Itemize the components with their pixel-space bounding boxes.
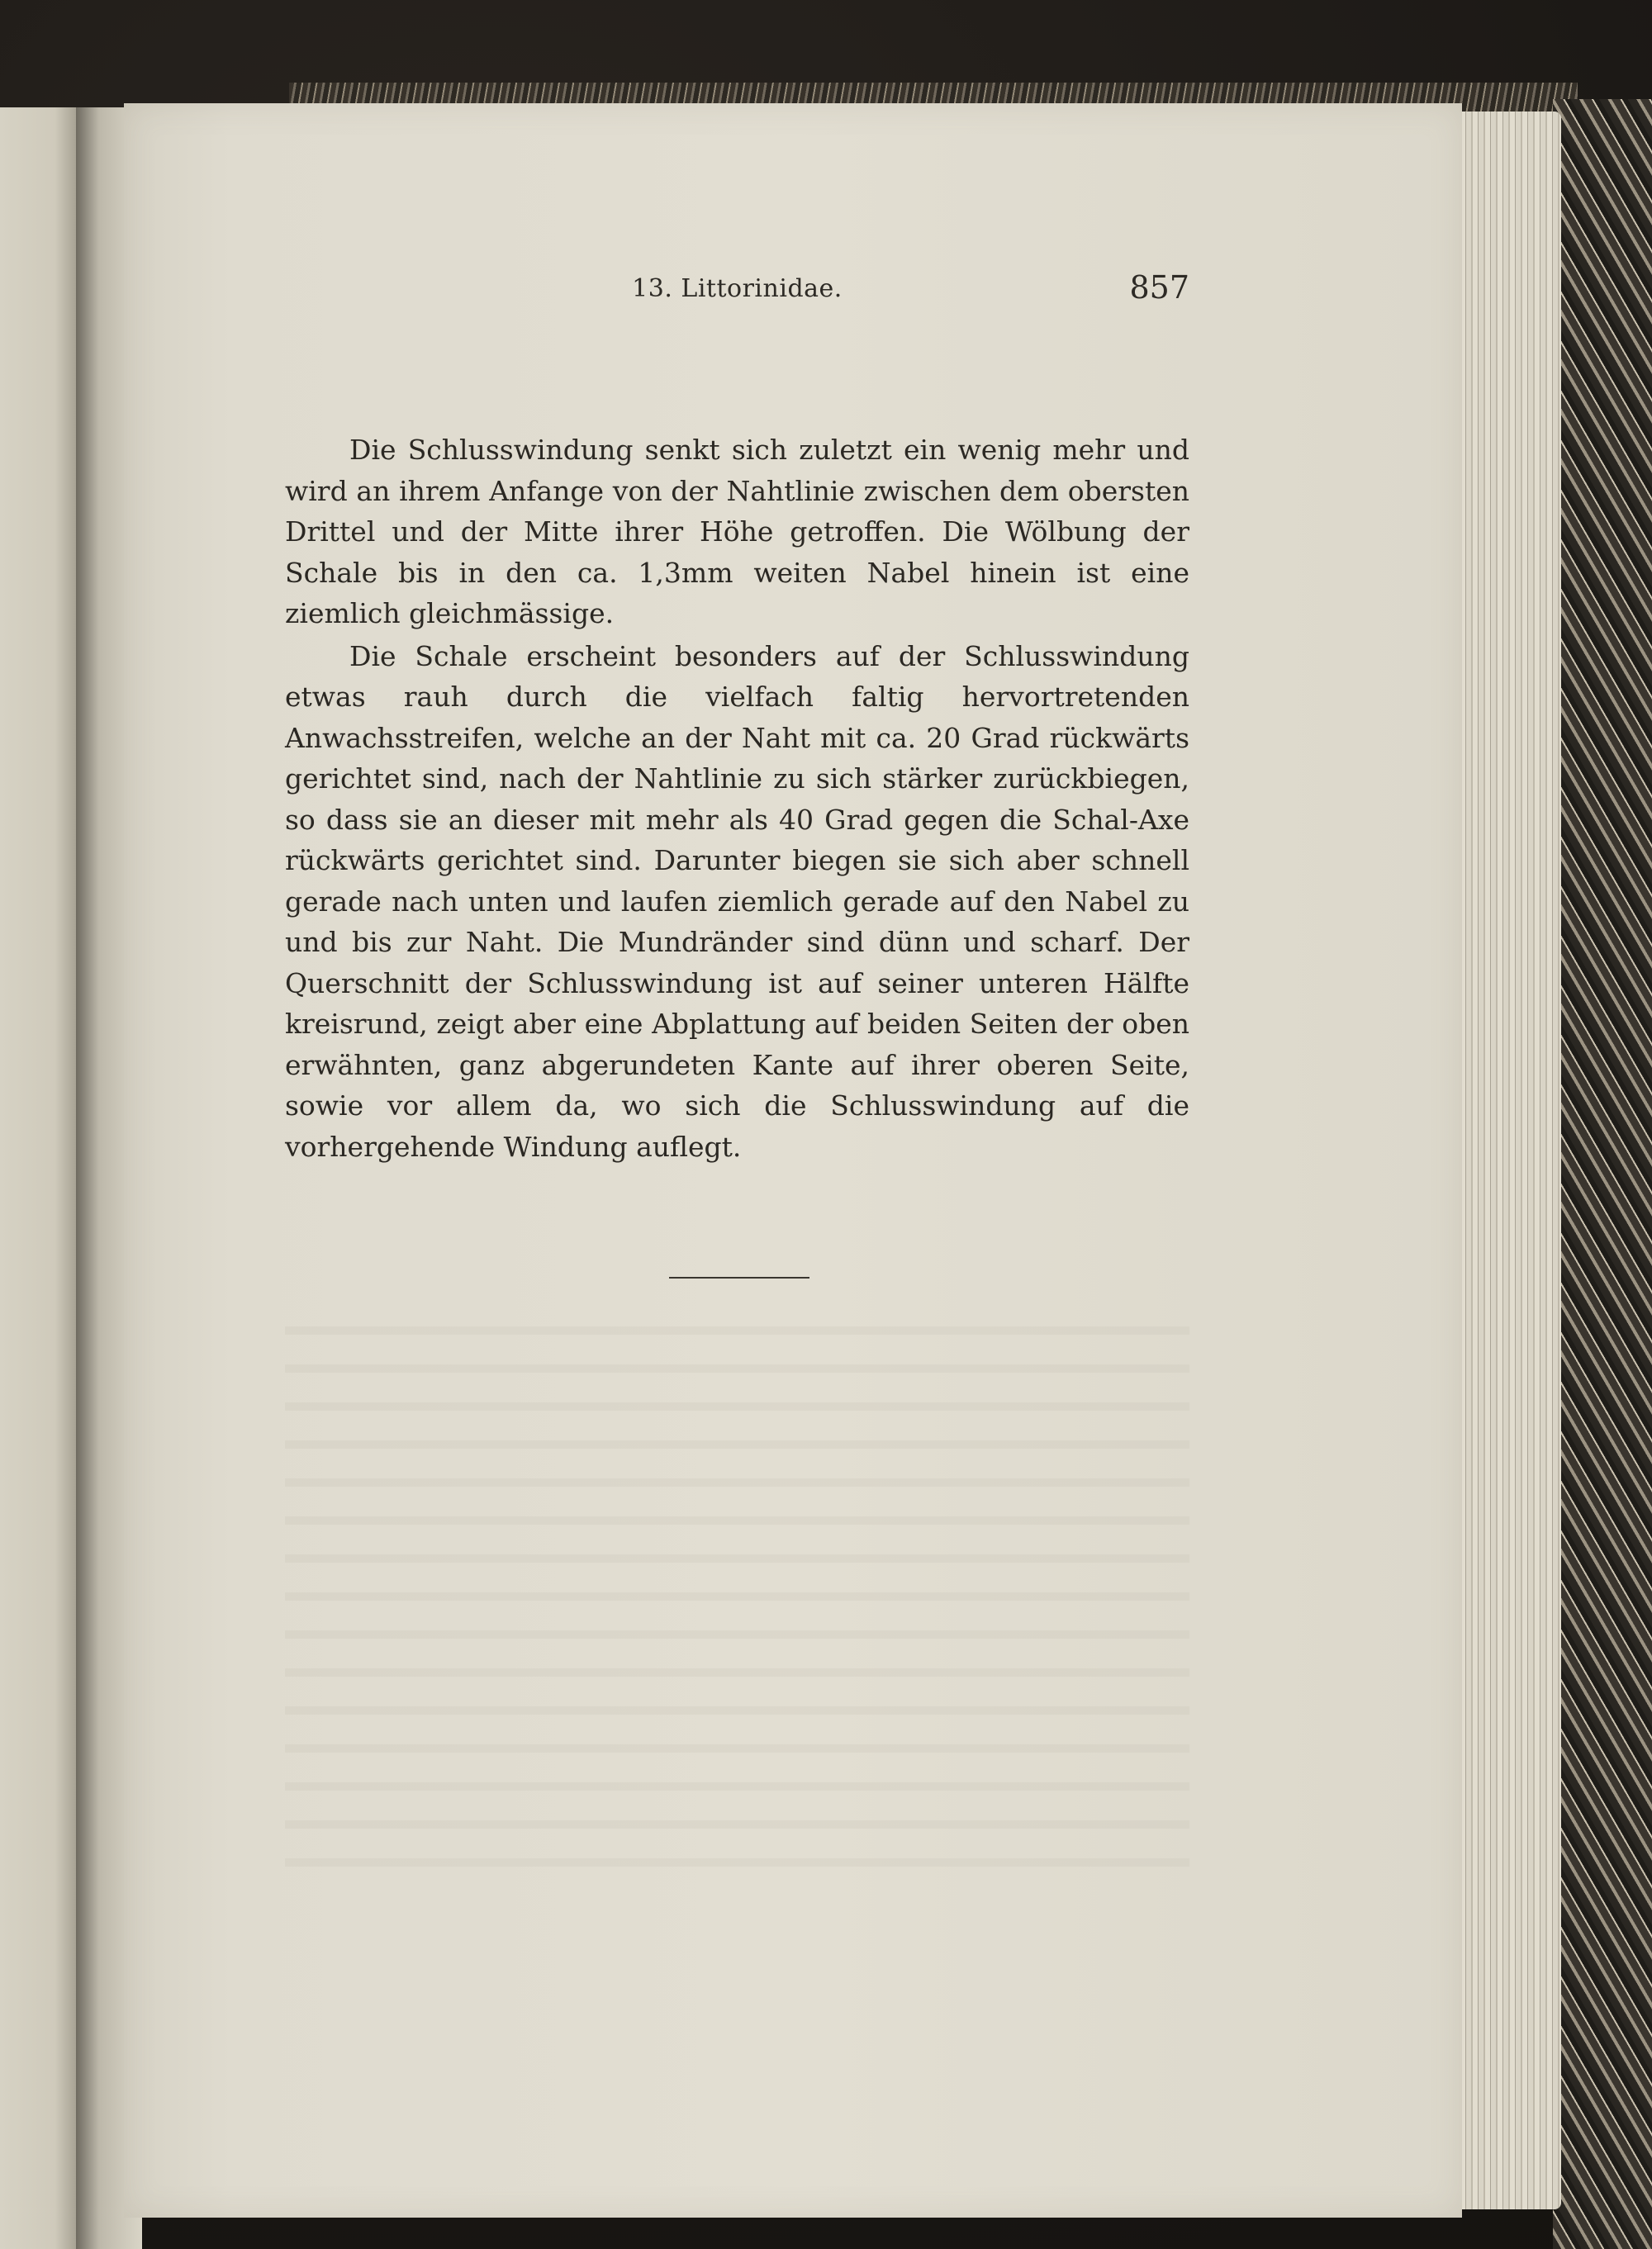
facing-page-edge <box>0 107 78 2249</box>
page-number: 857 <box>1129 269 1189 306</box>
section-rule <box>669 1277 809 1279</box>
page-block-edge <box>1454 112 1561 2209</box>
show-through <box>285 1297 1189 1875</box>
paragraph-2: Die Schale erscheint besonders auf der Schlusswindung etwas rauh durch die vielfach faltig hervortretenden Anwachsstreifen, welche an der Naht mit ca. 20 Grad rückwärts gerichtet sind, nach der Nahtlinie zu sich stärker zurückbiegen, so dass sie an dieser mit mehr als 40 Grad gegen die Schal-Axe rückwärts gerichtet sind. Darunter biegen sie sich aber schnell gerade nach unten und laufen ziemlich gerade auf den Nabel zu und bis zur Naht. Die Mundränder sind dünn und scharf. Der Querschnitt der Schlusswindung ist auf seiner unteren Hälfte kreisrund, zeigt aber eine Abplattung auf beiden Seiten der oben erwähnten, ganz abgerundeten Kante auf ihrer oberen Seite, sowie vor allem da, wo sich die Schlusswindung auf die vorhergehende Windung auflegt. <box>285 639 1189 1163</box>
running-title: 13. Littorinidae. <box>632 274 843 303</box>
page-header <box>285 266 1189 316</box>
marbled-cover-board <box>1553 99 1652 2249</box>
paragraph-1: Die Schlusswindung senkt sich zuletzt ein wenig mehr und wird an ihrem Anfange von der Nahtlinie zwischen dem obersten Drittel und der Mitte ihrer Höhe getroffen. Die Wölbung der Schale bis in den ca. 1,3mm weiten Nabel hinein ist eine ziemlich gleichmässige. <box>285 434 1189 629</box>
body-text <box>285 429 1189 1169</box>
